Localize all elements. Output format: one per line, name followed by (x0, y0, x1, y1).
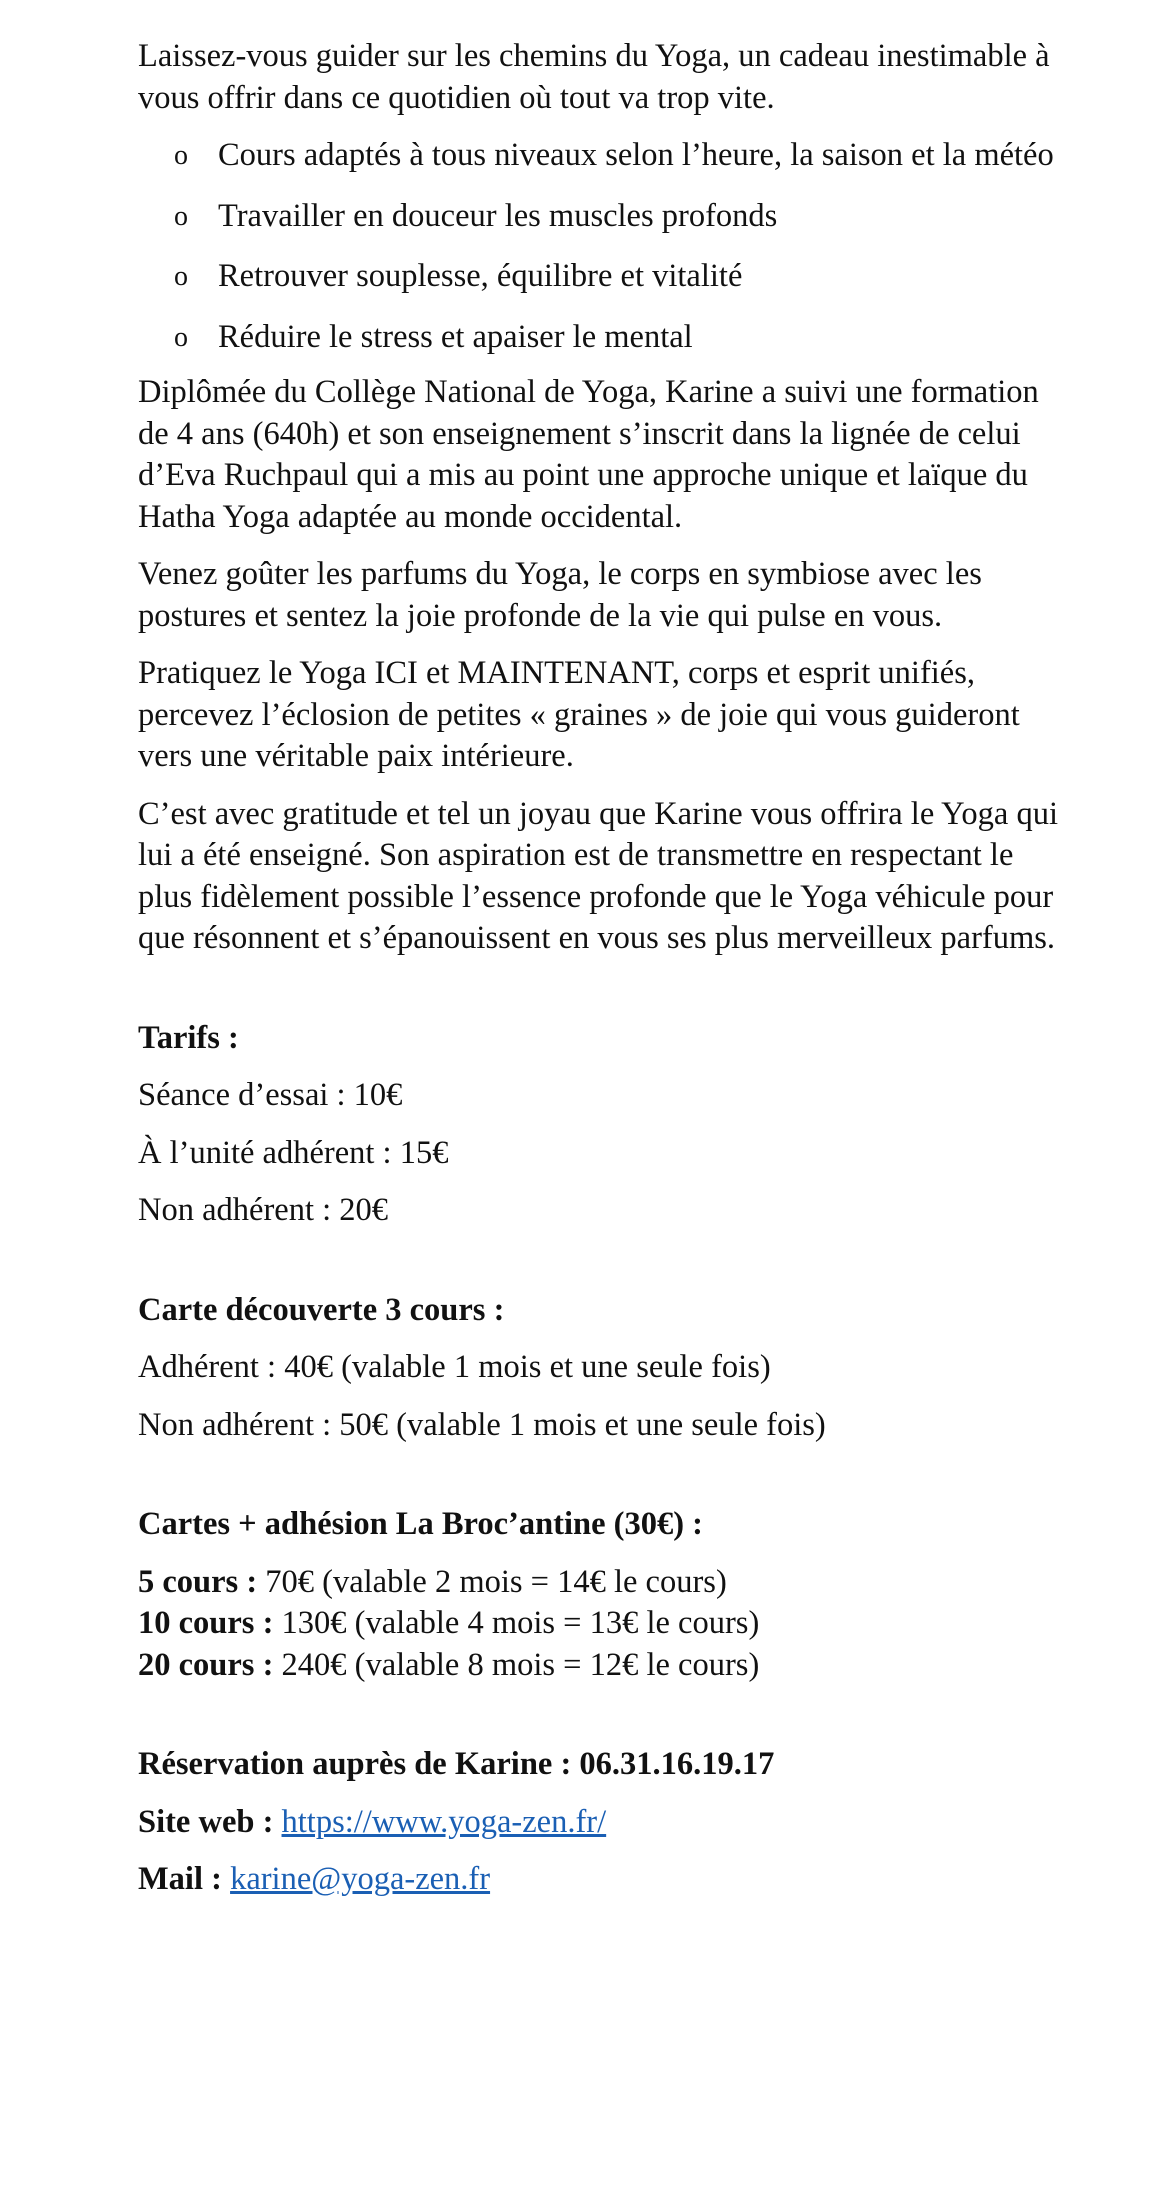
carte-row-label: 10 cours : (138, 1605, 274, 1641)
list-item (174, 135, 1068, 177)
benefits-list (138, 135, 1068, 358)
list-item-text: Réduire le stress et apaiser le mental (218, 318, 693, 355)
section-spacer (138, 960, 1068, 1018)
circle-bullet-icon: o (174, 261, 188, 292)
tarif-line: Séance d’essai : 10€ (138, 1077, 403, 1113)
list-item-text: Cours adaptés à tous niveaux selon l’heure, la saison et la météo (218, 137, 1054, 173)
intro-paragraph: Laissez-vous guider sur les chemins du Yoga, un cadeau inestimable à vous offrir dans ce quotidien où tout va trop vite. (138, 38, 1050, 116)
carte-row-label: 20 cours : (138, 1646, 274, 1683)
mail-link[interactable]: karine@yoga-zen.fr (230, 1861, 491, 1897)
list-item (174, 196, 1068, 238)
list-item-text: Travailler en douceur les muscles profonds (218, 197, 778, 234)
carte-row (138, 1603, 1068, 1645)
document-page (138, 36, 1068, 1901)
list-item (174, 256, 1068, 298)
website-link[interactable]: https://www.yoga-zen.fr/ (281, 1803, 607, 1840)
cartes-heading: Cartes + adhésion La Broc’antine (30€) : (138, 1506, 703, 1542)
section-spacer (138, 1686, 1068, 1744)
mail-line (138, 1859, 1068, 1901)
decouverte-line: Adhérent : 40€ (valable 1 mois et une seule fois) (138, 1349, 771, 1385)
circle-bullet-icon: o (174, 140, 188, 171)
carte-row-text: 70€ (valable 2 mois = 14€ le cours) (257, 1563, 727, 1600)
carte-row (138, 1562, 1068, 1604)
tarif-line: Non adhérent : 20€ (138, 1192, 389, 1228)
carte-row (138, 1645, 1068, 1687)
list-item-text: Retrouver souplesse, équilibre et vitalité (218, 258, 743, 294)
carte-row-text: 130€ (valable 4 mois = 13€ le cours) (273, 1605, 760, 1641)
website-label: Site web : (138, 1803, 274, 1840)
mail-label: Mail : (138, 1861, 222, 1897)
tarifs-heading: Tarifs : (138, 1019, 239, 1056)
circle-bullet-icon: o (174, 321, 188, 353)
practice-paragraph: Pratiquez le Yoga ICI et MAINTENANT, corps et esprit unifiés, percevez l’éclosion de petites « graines » de joie qui vous guideront vers une véritable paix intérieure. (138, 655, 1020, 774)
section-spacer (138, 1446, 1068, 1504)
section-spacer (138, 1232, 1068, 1290)
diploma-paragraph: Diplômée du Collège National de Yoga, Karine a suivi une formation de 4 ans (640h) et son enseignement s’inscrit dans la lignée de celui d’Eva Ruchpaul qui a mis au point une approche unique et laïque du Hatha Yoga adaptée au monde occidental. (138, 374, 1039, 535)
circle-bullet-icon: o (174, 200, 188, 232)
website-line (138, 1802, 1068, 1844)
tarif-line: À l’unité adhérent : 15€ (138, 1134, 449, 1171)
decouverte-line: Non adhérent : 50€ (valable 1 mois et une seule fois) (138, 1406, 826, 1443)
list-item (174, 317, 1068, 359)
carte-row-text: 240€ (valable 8 mois = 12€ le cours) (273, 1646, 760, 1683)
carte-row-label: 5 cours : (138, 1563, 258, 1600)
scents-paragraph: Venez goûter les parfums du Yoga, le corps en symbiose avec les postures et sentez la joie profonde de la vie qui pulse en vous. (138, 556, 982, 634)
decouverte-heading: Carte découverte 3 cours : (138, 1291, 505, 1328)
reservation-line: Réservation auprès de Karine : 06.31.16.19.17 (138, 1746, 775, 1782)
gratitude-paragraph: C’est avec gratitude et tel un joyau que Karine vous offrira le Yoga qui lui a été enseigné. Son aspiration est de transmettre en respectant le plus fidèlement possible l’essence profonde que le Yoga véhicule pour que résonnent et s’épanouissent en vous ses plus merveilleux parfums. (138, 795, 1058, 956)
